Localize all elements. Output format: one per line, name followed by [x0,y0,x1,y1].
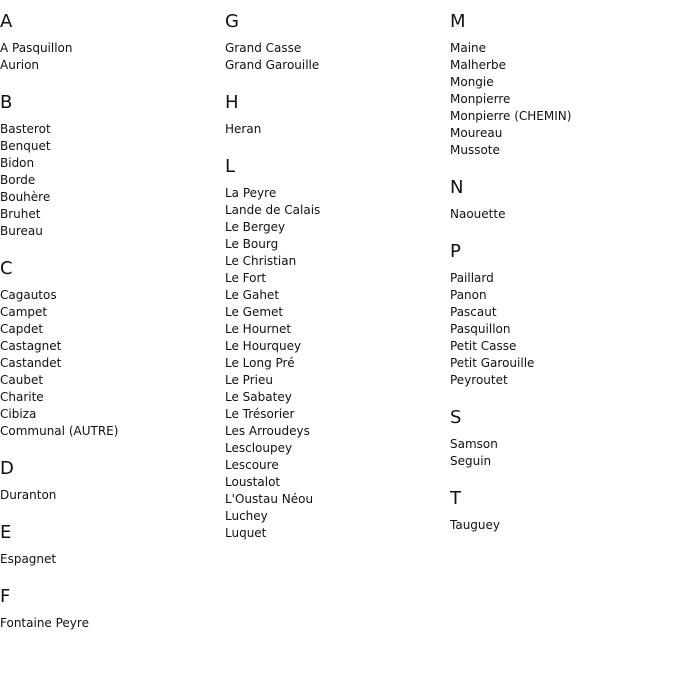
street-list [0,615,220,632]
street-link[interactable]: Pasquillon [450,322,511,336]
street-link[interactable]: Maine [450,41,487,55]
street-link[interactable]: La Peyre [225,186,277,200]
street-link[interactable]: Naouette [450,207,506,221]
street-link[interactable]: Loustalot [225,475,281,489]
street-link[interactable]: Seguin [450,454,492,468]
letter-heading: N [450,177,464,198]
street-link[interactable]: Le Long Pré [225,356,295,370]
letter-heading: C [0,258,13,279]
letter-group-l [225,155,445,542]
letter-group-t [450,487,670,534]
letter-heading: T [450,488,461,509]
street-link[interactable]: Basterot [0,122,51,136]
letter-group-a [0,10,220,74]
street-link[interactable]: Les Arroudeys [225,424,310,438]
street-link[interactable]: Le Sabatey [225,390,292,404]
street-link[interactable]: Luquet [225,526,267,540]
street-link[interactable]: Grand Garouille [225,58,320,72]
letter-heading: H [225,92,239,113]
street-link[interactable]: Bureau [0,224,43,238]
letter-group-c [0,257,220,440]
letter-group-f [0,585,220,632]
letter-heading: B [0,92,13,113]
letter-group-e [0,521,220,568]
street-list [0,40,220,74]
street-link[interactable]: Le Bourg [225,237,279,251]
street-link[interactable]: Moureau [450,126,503,140]
index-column-2 [225,0,445,559]
street-link[interactable]: Monpierre [450,92,511,106]
street-link[interactable]: Petit Casse [450,339,517,353]
street-list [0,287,220,440]
street-link[interactable]: Capdet [0,322,44,336]
letter-group-h [225,91,445,138]
street-link[interactable]: Peyroutet [450,373,508,387]
street-link[interactable]: Grand Casse [225,41,302,55]
letter-group-d [0,457,220,504]
letter-heading: P [450,241,461,262]
street-link[interactable]: Benquet [0,139,51,153]
street-link[interactable]: L'Oustau Néou [225,492,314,506]
street-link[interactable]: Espagnet [0,552,57,566]
street-link[interactable]: Samson [450,437,498,451]
street-link[interactable]: Pascaut [450,305,497,319]
street-list [450,206,670,223]
street-list [450,517,670,534]
street-link[interactable]: Duranton [0,488,57,502]
street-link[interactable]: Tauguey [450,518,501,532]
letter-heading: M [450,11,466,32]
street-link[interactable]: Malherbe [450,58,506,72]
street-link[interactable]: Le Fort [225,271,267,285]
letter-group-m [450,10,670,159]
street-list [450,436,670,470]
street-link[interactable]: Panon [450,288,487,302]
letter-heading: F [0,586,11,607]
index-column-3 [450,0,670,551]
street-list [0,487,220,504]
letter-group-s [450,406,670,470]
street-link[interactable]: Le Gemet [225,305,284,319]
street-link[interactable]: Lande de Calais [225,203,321,217]
street-list [0,121,220,240]
street-link[interactable]: Le Gahet [225,288,280,302]
street-link[interactable]: Mongie [450,75,494,89]
street-link[interactable]: Le Prieu [225,373,273,387]
letter-group-p [450,240,670,389]
street-link[interactable]: Cibiza [0,407,37,421]
street-link[interactable]: Luchey [225,509,268,523]
street-link[interactable]: Caubet [0,373,44,387]
letter-heading: G [225,11,239,32]
street-link[interactable]: Le Hourquey [225,339,302,353]
street-link[interactable]: Castagnet [0,339,62,353]
street-link[interactable]: Le Christian [225,254,297,268]
letter-heading: L [225,156,236,177]
letter-group-g [225,10,445,74]
letter-group-b [0,91,220,240]
street-link[interactable]: Le Trésorier [225,407,295,421]
street-list [0,551,220,568]
street-link[interactable]: Le Bergey [225,220,286,234]
street-link[interactable]: A Pasquillon [0,41,73,55]
street-link[interactable]: Borde [0,173,36,187]
street-link[interactable]: Bouhère [0,190,51,204]
letter-heading: D [0,458,14,479]
street-link[interactable]: Le Hournet [225,322,292,336]
letter-heading: E [0,522,12,543]
street-link[interactable]: Lescoure [225,458,279,472]
street-link[interactable]: Bidon [0,156,35,170]
street-link[interactable]: Castandet [0,356,62,370]
street-list [450,270,670,389]
street-link[interactable]: Heran [225,122,262,136]
letter-heading: A [0,11,13,32]
street-link[interactable]: Charite [0,390,44,404]
street-link[interactable]: Aurion [0,58,40,72]
street-link[interactable]: Cagautos [0,288,57,302]
letter-group-n [450,176,670,223]
street-link[interactable]: Fontaine Peyre [0,616,89,630]
street-link[interactable]: Petit Garouille [450,356,535,370]
street-link[interactable]: Monpierre (CHEMIN) [450,109,572,123]
street-link[interactable]: Mussote [450,143,500,157]
letter-heading: S [450,407,462,428]
street-link[interactable]: Campet [0,305,48,319]
street-list [225,185,445,542]
street-link[interactable]: Lescloupey [225,441,293,455]
index-column-1 [0,0,220,649]
street-link[interactable]: Bruhet [0,207,41,221]
street-list [450,40,670,159]
street-link[interactable]: Paillard [450,271,494,285]
street-link[interactable]: Communal (AUTRE) [0,424,119,438]
street-list [225,121,445,138]
street-list [225,40,445,74]
